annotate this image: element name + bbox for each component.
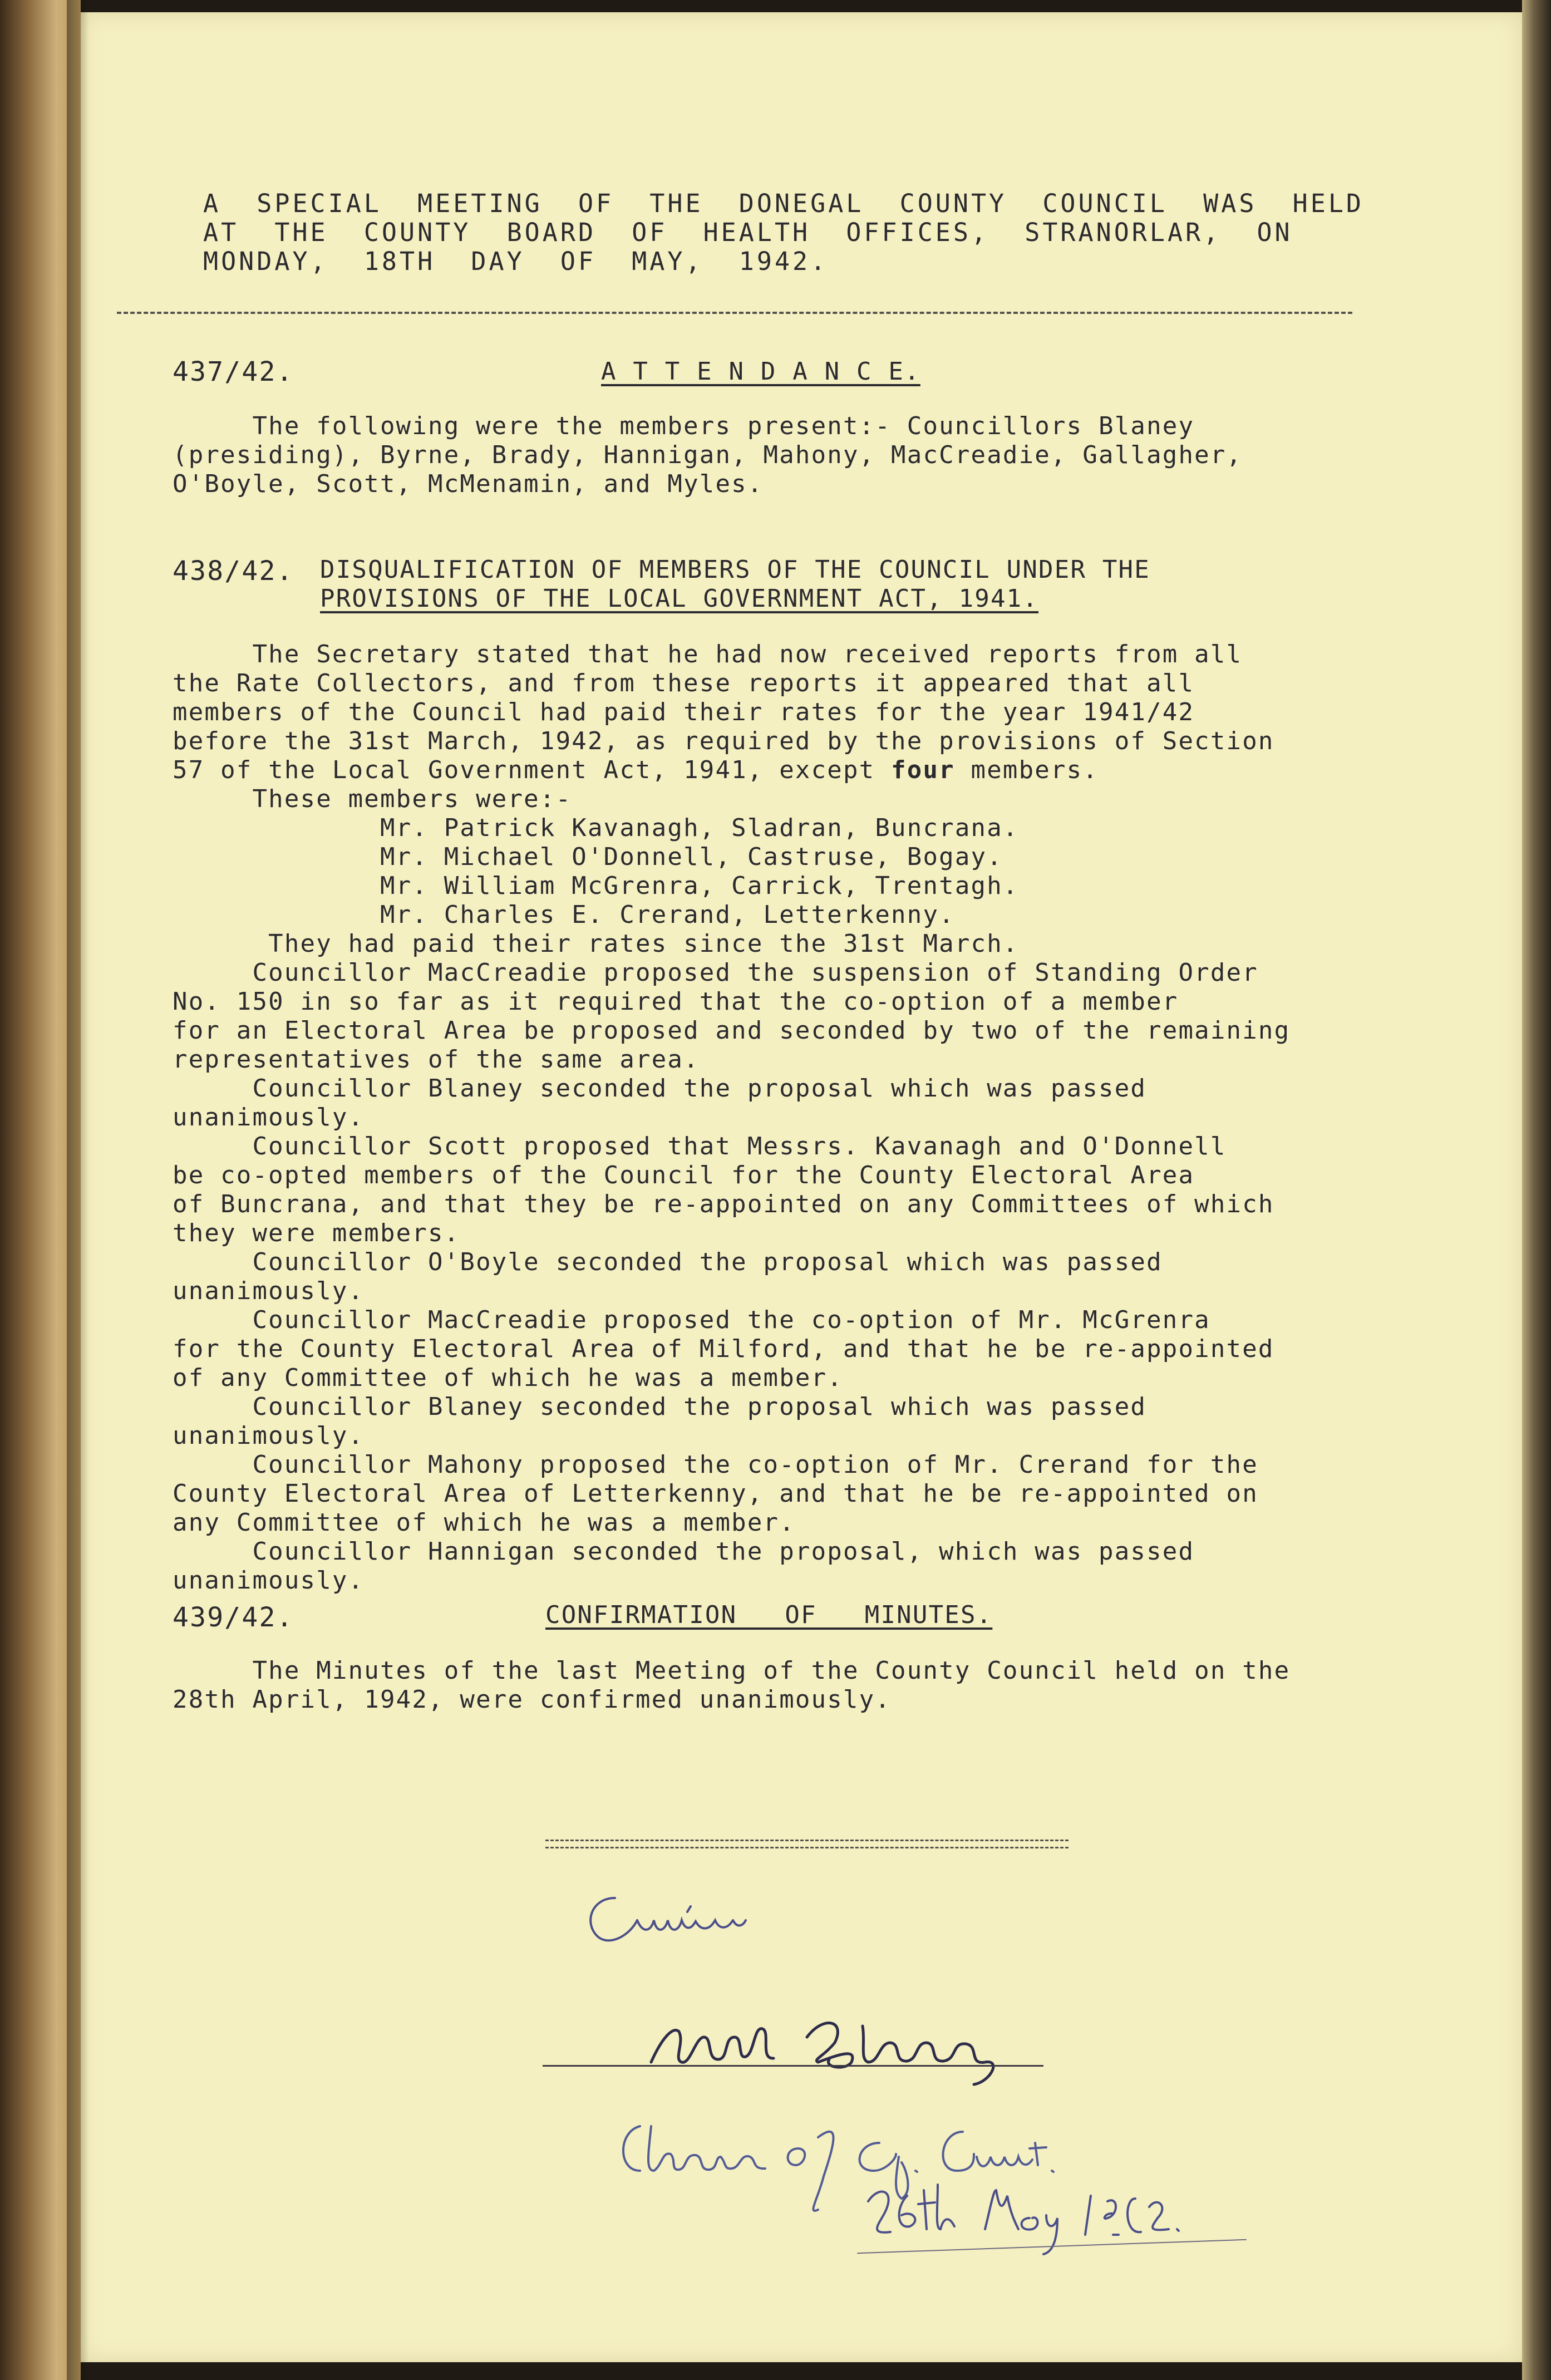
handwritten-confirmed [576,1881,754,1965]
body-line: Councillor MacCreadie proposed the co-option of Mr. McGrenra [173,1306,1210,1334]
double-dashed-divider [545,1840,1069,1848]
body-line: Councillor Blaney seconded the proposal which was passed [173,1393,1147,1421]
page-edge [1522,0,1551,2380]
body-line: for the County Electoral Area of Milford, and that he be re-appointed [173,1335,1274,1363]
body-line: the Rate Collectors, and from these reports it appeared that all [173,669,1195,697]
header-line-1: A SPECIAL MEETING OF THE DONEGAL COUNTY COUNCIL WAS HELD [203,189,1364,218]
body-line: unanimously. [173,1277,365,1305]
attendance-line-2: (presiding), Byrne, Brady, Hannigan, Mahony, MacCreadie, Gallagher, [173,441,1243,469]
binding-shadow [67,0,89,2380]
body-line: before the 31st March, 1942, as required by the provisions of Section [173,727,1274,755]
attendance-line-1: The following were the members present:- Councillors Blaney [173,412,1195,440]
body-line: Councillor Hannigan seconded the proposal, which was passed [173,1537,1195,1566]
body-line: unanimously. [173,1566,365,1595]
body-line: No. 150 in so far as it required that the co-option of a member [173,987,1179,1016]
attendance-line-3: O'Boyle, Scott, McMenamin, and Myles. [173,470,764,498]
body-line: any Committee of which he was a member. [173,1508,795,1537]
body-line-text: 57 of the Local Government Act, 1941, except [173,756,892,784]
item-title-confirmation: CONFIRMATION OF MINUTES. [545,1601,993,1629]
body-line: County Electoral Area of Letterkenny, and that he be re-appointed on [173,1479,1258,1508]
body-line: Councillor Mahony proposed the co-option of Mr. Crerand for the [173,1450,1258,1479]
handwritten-date [857,2174,1213,2263]
item-title-attendance: A T T E N D A N C E. [601,357,920,386]
body-line: unanimously. [173,1422,365,1450]
signature-line [543,2065,1043,2067]
body-line: of any Committee of which he was a member. [173,1364,843,1392]
body-line: they were members. [173,1219,460,1247]
body-line: Councillor Scott proposed that Messrs. Kavanagh and O'Donnell [173,1132,1227,1161]
confirmation-line-1: The Minutes of the last Meeting of the County Council held on the [173,1656,1291,1685]
body-line-with-bold [173,756,1099,785]
body-line: of Buncrana, and that they be re-appointed on any Committees of which [173,1190,1274,1218]
bold-word: four [891,756,955,784]
member-list-item: Mr. William McGrenra, Carrick, Trentagh. [173,872,1019,900]
body-line: These members were:- [173,785,572,813]
handwritten-signature [640,2004,1030,2087]
member-list-item: Mr. Charles E. Crerand, Letterkenny. [173,901,955,929]
body-line-tail: members. [954,756,1099,784]
body-line: unanimously. [173,1103,365,1132]
body-line: representatives of the same area. [173,1045,700,1074]
item-title-disqualification-1: DISQUALIFICATION OF MEMBERS OF THE COUNCIL UNDER THE [320,555,1150,584]
dashed-divider [117,312,1352,314]
body-line: Councillor Blaney seconded the proposal which was passed [173,1074,1147,1103]
body-line: Councillor O'Boyle seconded the proposal which was passed [173,1248,1163,1276]
item-title-disqualification-2: PROVISIONS OF THE LOCAL GOVERNMENT ACT, 1941. [320,584,1039,613]
body-line: for an Electoral Area be proposed and seconded by two of the remaining [173,1016,1291,1045]
body-line: members of the Council had paid their rates for the year 1941/42 [173,698,1195,726]
body-line: The Secretary stated that he had now received reports from all [173,640,1243,668]
body-line: They had paid their rates since the 31st March. [173,930,1019,958]
item-number-437: 437/42. [173,356,294,387]
body-line: be co-opted members of the Council for the County Electoral Area [173,1161,1195,1189]
item-number-439: 439/42. [173,1602,294,1633]
confirmation-line-2: 28th April, 1942, were confirmed unanimously. [173,1685,892,1714]
header-line-2: AT THE COUNTY BOARD OF HEALTH OFFICES, STRANORLAR, ON [203,218,1293,247]
member-list-item: Mr. Michael O'Donnell, Castruse, Bogay. [173,843,1003,871]
item-number-438: 438/42. [173,555,294,587]
member-list-item: Mr. Patrick Kavanagh, Sladran, Buncrana. [173,814,1019,842]
body-line: Councillor MacCreadie proposed the suspension of Standing Order [173,958,1258,987]
header-line-3: MONDAY, 18TH DAY OF MAY, 1942. [203,247,829,276]
